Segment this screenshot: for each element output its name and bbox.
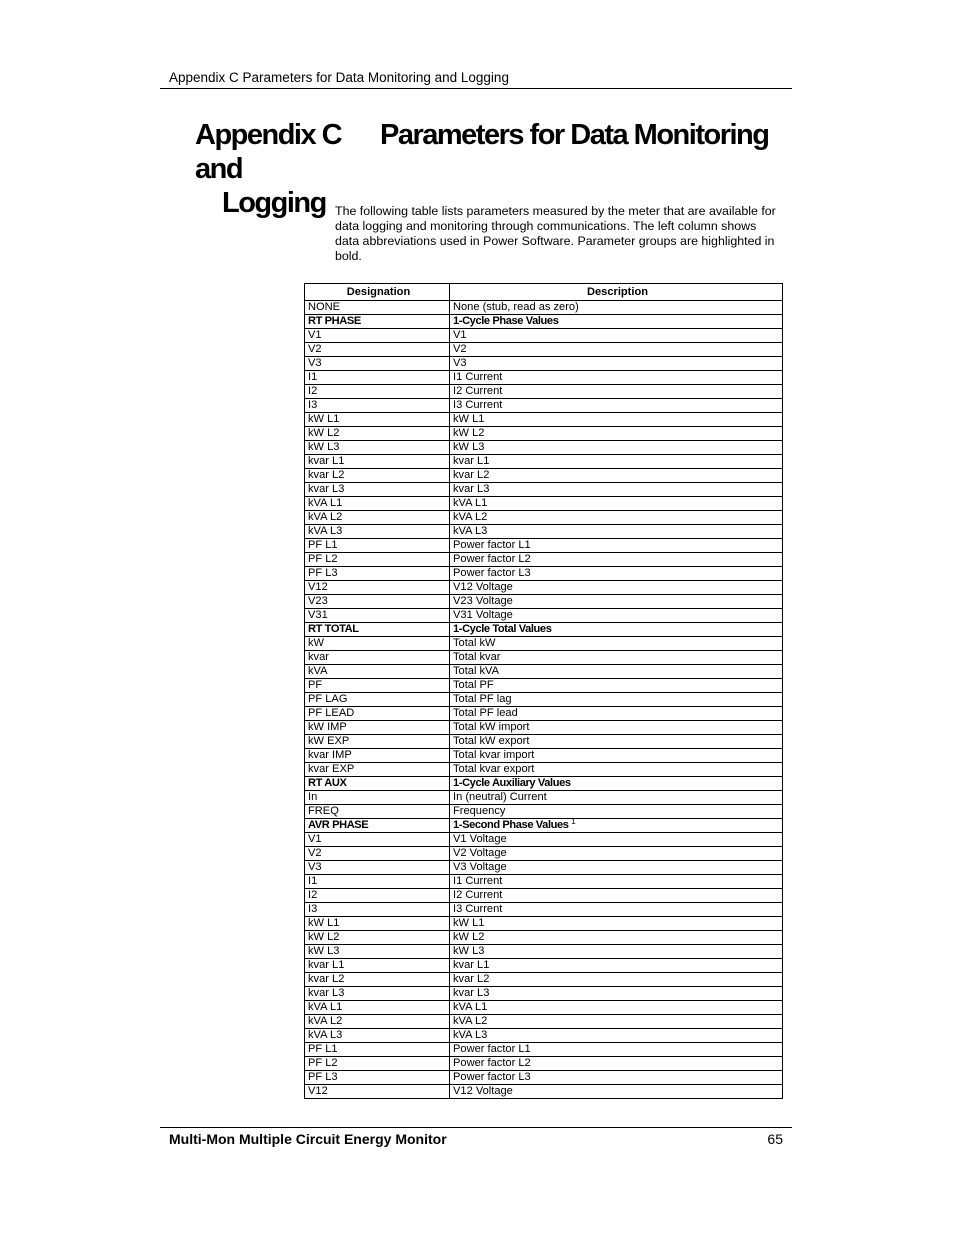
designation-cell: kW L2	[305, 427, 450, 441]
designation-cell: NONE	[305, 301, 450, 315]
table-row	[305, 959, 783, 973]
description-text: V2	[453, 343, 467, 355]
description-cell	[450, 651, 783, 665]
appendix-label: Appendix C	[195, 119, 342, 151]
description-cell	[450, 805, 783, 819]
table-group-row	[305, 623, 783, 637]
description-text: kvar L3	[453, 483, 490, 495]
table-row	[305, 693, 783, 707]
designation-cell: V2	[305, 847, 450, 861]
designation-cell: kvar L3	[305, 483, 450, 497]
designation-cell: kW	[305, 637, 450, 651]
designation-cell: kVA L2	[305, 1015, 450, 1029]
designation-cell: PF L1	[305, 1043, 450, 1057]
description-cell	[450, 959, 783, 973]
table-row	[305, 385, 783, 399]
table-row	[305, 539, 783, 553]
description-text: 1-Cycle Total Values	[453, 623, 552, 635]
description-cell	[450, 1015, 783, 1029]
table-body	[305, 301, 783, 1099]
description-cell	[450, 385, 783, 399]
description-text: Total kW	[453, 637, 496, 649]
table-row	[305, 987, 783, 1001]
description-text: kVA L1	[453, 1001, 488, 1013]
description-text: Total kW export	[453, 735, 530, 747]
description-cell	[450, 973, 783, 987]
table-group-row	[305, 819, 783, 833]
designation-cell: In	[305, 791, 450, 805]
designation-cell: kW IMP	[305, 721, 450, 735]
description-text: I1 Current	[453, 875, 503, 887]
description-text: kvar L1	[453, 455, 490, 467]
table-row	[305, 1057, 783, 1071]
table-row	[305, 665, 783, 679]
description-cell	[450, 413, 783, 427]
description-cell	[450, 371, 783, 385]
description-cell	[450, 791, 783, 805]
footnote-marker: 1	[571, 818, 576, 826]
description-cell	[450, 455, 783, 469]
designation-cell: I1	[305, 371, 450, 385]
table-group-row	[305, 315, 783, 329]
designation-cell: kW L1	[305, 413, 450, 427]
description-text: kW L2	[453, 931, 485, 943]
description-cell	[450, 679, 783, 693]
designation-cell: I3	[305, 903, 450, 917]
designation-cell: V3	[305, 357, 450, 371]
description-cell	[450, 1001, 783, 1015]
description-cell	[450, 567, 783, 581]
description-text: kW L1	[453, 917, 485, 929]
table-row	[305, 1085, 783, 1099]
description-cell	[450, 735, 783, 749]
description-cell	[450, 917, 783, 931]
description-text: 1-Second Phase Values	[453, 819, 569, 831]
designation-cell: RT AUX	[305, 777, 450, 791]
designation-cell: kVA	[305, 665, 450, 679]
description-text: kVA L2	[453, 511, 488, 523]
description-cell	[450, 329, 783, 343]
description-cell	[450, 777, 783, 791]
designation-cell: AVR PHASE	[305, 819, 450, 833]
description-cell	[450, 903, 783, 917]
footer	[160, 1127, 792, 1147]
designation-cell: kvar IMP	[305, 749, 450, 763]
description-text: Total kvar import	[453, 749, 535, 761]
description-text: Total PF lag	[453, 693, 512, 705]
description-cell	[450, 539, 783, 553]
table-row	[305, 847, 783, 861]
description-text: I3 Current	[453, 903, 503, 915]
description-cell	[450, 763, 783, 777]
running-header: Appendix C Parameters for Data Monitoring and Logging	[160, 68, 792, 89]
table-row	[305, 637, 783, 651]
description-cell	[450, 357, 783, 371]
description-cell	[450, 497, 783, 511]
description-text: V23 Voltage	[453, 595, 513, 607]
description-text: Power factor L2	[453, 553, 531, 565]
description-cell	[450, 637, 783, 651]
description-cell	[450, 693, 783, 707]
description-text: I1 Current	[453, 371, 503, 383]
table-row	[305, 763, 783, 777]
designation-cell: kW L3	[305, 945, 450, 959]
description-text: In (neutral) Current	[453, 791, 547, 803]
designation-cell: V12	[305, 581, 450, 595]
description-cell	[450, 1057, 783, 1071]
designation-cell: PF LEAD	[305, 707, 450, 721]
table-row	[305, 1001, 783, 1015]
designation-cell: kVA L1	[305, 1001, 450, 1015]
column-header-designation: Designation	[305, 284, 450, 301]
description-text: Total PF	[453, 679, 494, 691]
description-text: kVA L3	[453, 525, 488, 537]
table-row	[305, 875, 783, 889]
description-cell	[450, 945, 783, 959]
intro-paragraph: The following table lists parameters measured by the meter that are available for data logging and monitoring through communications. The left column shows data abbreviations used in Power Software. Parameter groups are highlighted in bold.	[335, 204, 776, 263]
description-text: V1	[453, 329, 467, 341]
description-text: Power factor L3	[453, 567, 531, 579]
table-row	[305, 427, 783, 441]
designation-cell: kW L3	[305, 441, 450, 455]
table-row	[305, 469, 783, 483]
description-text: V12 Voltage	[453, 581, 513, 593]
description-cell	[450, 483, 783, 497]
footer-title: Multi-Mon Multiple Circuit Energy Monitor	[169, 1131, 447, 1147]
designation-cell: kvar	[305, 651, 450, 665]
designation-cell: PF L2	[305, 553, 450, 567]
table-row	[305, 595, 783, 609]
table-row	[305, 861, 783, 875]
description-cell	[450, 469, 783, 483]
table-row	[305, 525, 783, 539]
designation-cell: kW L1	[305, 917, 450, 931]
table-row	[305, 651, 783, 665]
table-row	[305, 399, 783, 413]
description-cell	[450, 553, 783, 567]
table-row	[305, 1029, 783, 1043]
designation-cell: I2	[305, 385, 450, 399]
description-text: Total PF lead	[453, 707, 518, 719]
designation-cell: kvar L3	[305, 987, 450, 1001]
description-cell	[450, 819, 783, 833]
description-cell	[450, 847, 783, 861]
description-text: None (stub, read as zero)	[453, 301, 579, 313]
description-cell	[450, 581, 783, 595]
table-row	[305, 749, 783, 763]
table-row	[305, 917, 783, 931]
column-header-description: Description	[450, 284, 783, 301]
table-row	[305, 609, 783, 623]
description-text: V12 Voltage	[453, 1085, 513, 1097]
description-text: kW L2	[453, 427, 485, 439]
table-row	[305, 889, 783, 903]
table-row	[305, 483, 783, 497]
description-cell	[450, 875, 783, 889]
table-row	[305, 357, 783, 371]
designation-cell: kvar L1	[305, 959, 450, 973]
description-text: V1 Voltage	[453, 833, 507, 845]
description-text: I3 Current	[453, 399, 503, 411]
description-cell	[450, 1029, 783, 1043]
description-text: 1-Cycle Auxiliary Values	[453, 777, 571, 789]
description-text: kW L1	[453, 413, 485, 425]
designation-cell: PF	[305, 679, 450, 693]
description-cell	[450, 889, 783, 903]
designation-cell: V23	[305, 595, 450, 609]
table-row	[305, 553, 783, 567]
description-cell	[450, 1071, 783, 1085]
description-cell	[450, 511, 783, 525]
designation-cell: FREQ	[305, 805, 450, 819]
description-text: I2 Current	[453, 385, 503, 397]
description-text: 1-Cycle Phase Values	[453, 315, 559, 327]
designation-cell: kvar L1	[305, 455, 450, 469]
description-text: kvar L1	[453, 959, 490, 971]
description-text: kVA L1	[453, 497, 488, 509]
designation-cell: kVA L1	[305, 497, 450, 511]
description-text: Total kvar	[453, 651, 501, 663]
description-text: I2 Current	[453, 889, 503, 901]
description-cell	[450, 931, 783, 945]
table-row	[305, 301, 783, 315]
table-row	[305, 721, 783, 735]
description-text: Total kvar export	[453, 763, 535, 775]
table-row	[305, 903, 783, 917]
title-line-2: Logging	[222, 187, 326, 219]
designation-cell: PF L1	[305, 539, 450, 553]
description-cell	[450, 1085, 783, 1099]
designation-cell: PF LAG	[305, 693, 450, 707]
description-text: Power factor L1	[453, 1043, 531, 1055]
description-cell	[450, 441, 783, 455]
description-text: kVA L2	[453, 1015, 488, 1027]
designation-cell: V31	[305, 609, 450, 623]
description-text: Power factor L3	[453, 1071, 531, 1083]
description-cell	[450, 721, 783, 735]
description-text: V3	[453, 357, 467, 369]
designation-cell: kVA L3	[305, 1029, 450, 1043]
description-cell	[450, 595, 783, 609]
description-text: kvar L2	[453, 469, 490, 481]
designation-cell: PF L3	[305, 567, 450, 581]
table-row	[305, 497, 783, 511]
description-text: kvar L3	[453, 987, 490, 999]
table-row	[305, 567, 783, 581]
description-text: Total kVA	[453, 665, 500, 677]
designation-cell: PF L2	[305, 1057, 450, 1071]
designation-cell: kvar L2	[305, 973, 450, 987]
description-text: kVA L3	[453, 1029, 488, 1041]
table-row	[305, 343, 783, 357]
description-cell	[450, 609, 783, 623]
description-cell	[450, 343, 783, 357]
description-text: Frequency	[453, 805, 506, 817]
designation-cell: V12	[305, 1085, 450, 1099]
description-cell	[450, 665, 783, 679]
designation-cell: kvar L2	[305, 469, 450, 483]
designation-cell: I1	[305, 875, 450, 889]
description-cell	[450, 1043, 783, 1057]
description-text: kW L3	[453, 441, 485, 453]
table-row	[305, 973, 783, 987]
title-line-1: Parameters for Data Monitoring and	[195, 119, 769, 185]
table-group-row	[305, 777, 783, 791]
table-row	[305, 511, 783, 525]
table-row	[305, 945, 783, 959]
description-cell	[450, 833, 783, 847]
description-text: V2 Voltage	[453, 847, 507, 859]
designation-cell: V1	[305, 833, 450, 847]
description-text: V31 Voltage	[453, 609, 513, 621]
description-cell	[450, 623, 783, 637]
table-row	[305, 735, 783, 749]
description-text: Total kW import	[453, 721, 530, 733]
designation-cell: kVA L3	[305, 525, 450, 539]
table-row	[305, 707, 783, 721]
description-cell	[450, 301, 783, 315]
description-text: kW L3	[453, 945, 485, 957]
designation-cell: V1	[305, 329, 450, 343]
designation-cell: kvar EXP	[305, 763, 450, 777]
table-row	[305, 329, 783, 343]
designation-cell: I3	[305, 399, 450, 413]
description-cell	[450, 987, 783, 1001]
description-cell	[450, 749, 783, 763]
description-cell	[450, 525, 783, 539]
table-row	[305, 679, 783, 693]
designation-cell: V2	[305, 343, 450, 357]
designation-cell: V3	[305, 861, 450, 875]
table-row	[305, 413, 783, 427]
table-row	[305, 1015, 783, 1029]
designation-cell: PF L3	[305, 1071, 450, 1085]
table-row	[305, 441, 783, 455]
description-cell	[450, 427, 783, 441]
table-row	[305, 833, 783, 847]
table-row	[305, 1071, 783, 1085]
designation-cell: RT TOTAL	[305, 623, 450, 637]
description-cell	[450, 399, 783, 413]
description-text: V3 Voltage	[453, 861, 507, 873]
table-row	[305, 455, 783, 469]
table-row	[305, 931, 783, 945]
description-text: kvar L2	[453, 973, 490, 985]
table-header-row	[305, 284, 783, 301]
description-text: Power factor L2	[453, 1057, 531, 1069]
designation-cell: kVA L2	[305, 511, 450, 525]
description-text: Power factor L1	[453, 539, 531, 551]
table-row	[305, 581, 783, 595]
description-cell	[450, 861, 783, 875]
page-number: 65	[767, 1131, 783, 1147]
table-row	[305, 1043, 783, 1057]
designation-cell: kW EXP	[305, 735, 450, 749]
description-cell	[450, 707, 783, 721]
table-row	[305, 805, 783, 819]
description-cell	[450, 315, 783, 329]
designation-cell: kW L2	[305, 931, 450, 945]
parameters-table	[304, 283, 783, 1099]
designation-cell: RT PHASE	[305, 315, 450, 329]
table-row	[305, 791, 783, 805]
table-row	[305, 371, 783, 385]
designation-cell: I2	[305, 889, 450, 903]
